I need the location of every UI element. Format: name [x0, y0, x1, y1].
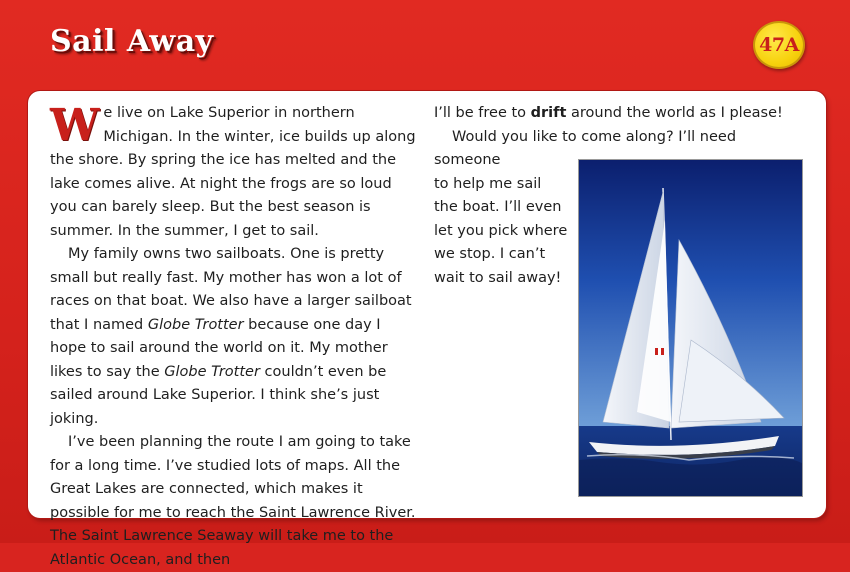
paragraph-5-first-line: Would you like to come along? I’ll need someone [434, 128, 737, 168]
page-title: Sail Away [50, 24, 214, 59]
paragraph-2-text-a: My family owns two sailboats. One is pretty small but really fast. My mother has won a lot of races on that boat. We also have a larger sailboat that I named [50, 246, 412, 333]
paragraph-1 [50, 102, 420, 243]
paragraph-5-rest: to help me sail the boat. I’ll even let you pick where we stop. I can’t wait to sail away! [434, 175, 568, 286]
page-number-label: 47A [759, 34, 799, 56]
drop-cap: W [50, 100, 100, 151]
paragraph-3: I’ve been planning the route I am going to take for a long time. I’ve studied lots of maps. All the Great Lakes are connected, which makes it possible for me to reach the Saint Lawrence River. The Saint Lawrence Seaway will take me to the Atlantic Ocean, and then [50, 434, 416, 568]
article-column-left [50, 102, 420, 572]
paragraph-2-text-b: because one day I hope to sail around the world on it. My mother likes to say the [50, 316, 388, 380]
boat-name: Globe Trotter [164, 363, 260, 380]
paragraph-4-text-b: around the world as I please! [566, 105, 783, 121]
paragraph-4-text-a: I’ll be free to [434, 105, 531, 121]
page-number-badge [753, 21, 805, 69]
paragraph-1-text: e live on Lake Superior in northern Michigan. In the winter, ice builds up along the shore. By spring the ice has melted and the lake comes alive. At night the frogs are so loud you can barely sleep. But the best season is summer. In the summer, I get to sail. [50, 105, 416, 239]
sailboat-photo [578, 159, 803, 497]
paragraph-4 [434, 102, 804, 126]
boat-name: Globe Trotter [147, 316, 244, 333]
paragraph-2 [50, 243, 420, 431]
sailboat-image [579, 160, 803, 497]
article-panel [28, 91, 826, 568]
paragraph-2-text-c: couldn’t even be sailed around Lake Superior. I think she’s just joking. [50, 363, 387, 427]
vocab-word: drift [530, 105, 567, 121]
